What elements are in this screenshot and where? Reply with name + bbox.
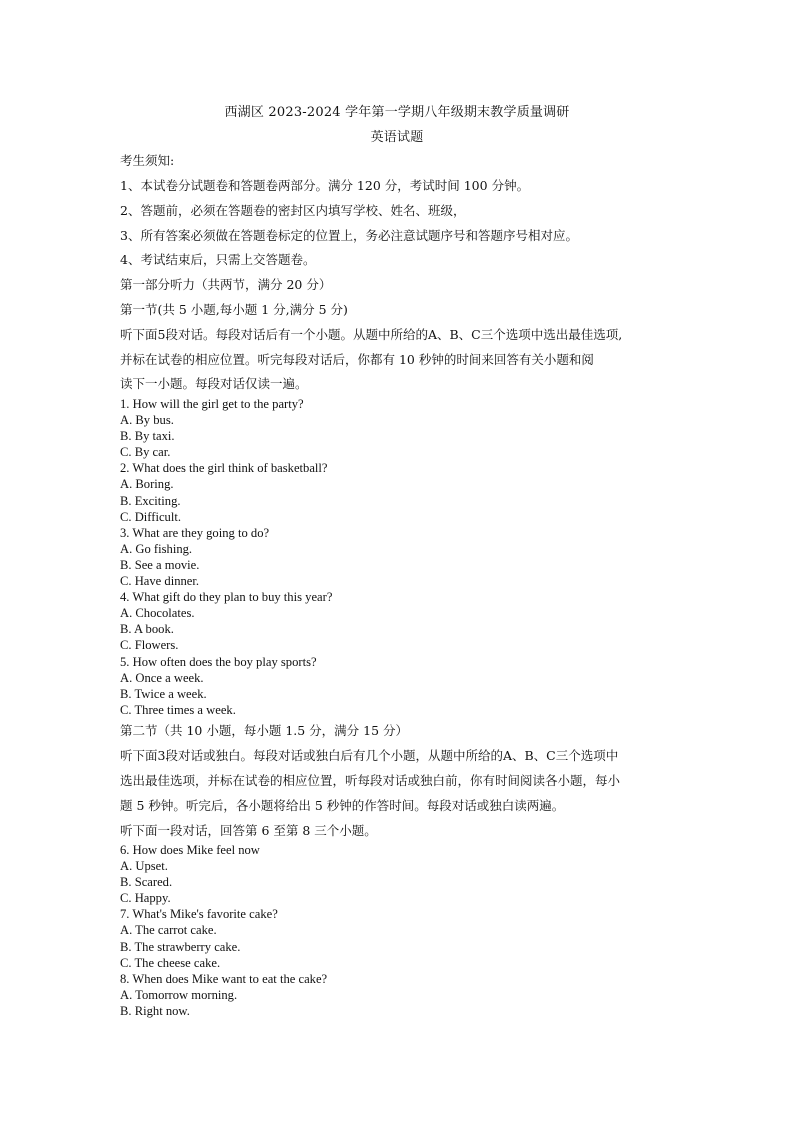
section2-instruction: 听下面3段对话或独白。每段对话或独白后有几个小题，从题中所给的A、B、C三个选项中	[120, 748, 619, 763]
section1-instruction: 读下一小题。每段对话仅读一遍。	[120, 376, 308, 391]
section2-instruction: 题 5 秒钟。听完后，各小题将给出 5 秒钟的作答时间。每段对话或独白读两遍。	[120, 798, 565, 813]
notice-item: 3、所有答案必须做在答题卷标定的位置上，务必注意试题序号和答题序号相对应。	[120, 228, 578, 243]
answer-option: A. The carrot cake.	[120, 923, 217, 938]
answer-option: B. Right now.	[120, 1003, 190, 1018]
section2-heading: 第二节（共 10 小题，每小题 1.5 分，满分 15 分）	[120, 723, 409, 738]
question-stem: 3. What are they going to do?	[120, 525, 270, 540]
answer-option: B. A book.	[120, 622, 174, 637]
answer-option: A. Upset.	[120, 859, 168, 874]
part1-heading: 第一部分听力（共两节，满分 20 分）	[120, 277, 332, 292]
section1-questions	[120, 396, 680, 718]
answer-option: A. Go fishing.	[120, 541, 193, 556]
answer-option: B. See a movie.	[120, 557, 200, 572]
notice-item: 1、本试卷分试题卷和答题卷两部分。满分 120 分，考试时间 100 分钟。	[120, 178, 530, 193]
question-stem: 7. What's Mike's favorite cake?	[120, 907, 278, 922]
answer-option: A. Once a week.	[120, 670, 204, 685]
question-stem: 2. What does the girl think of basketball?	[120, 461, 328, 476]
question-stem: 4. What gift do they plan to buy this year?	[120, 590, 333, 605]
notice-heading: 考生须知:	[120, 153, 175, 168]
answer-option: C. By car.	[120, 445, 171, 460]
answer-option: A. Tomorrow morning.	[120, 987, 238, 1002]
answer-option: A. By bus.	[120, 413, 174, 428]
section1-instruction: 听下面5段对话。每段对话后有一个小题。从题中所给的A、B、C三个选项中选出最佳选项,	[120, 327, 623, 342]
question-stem: 6. How does Mike feel now	[120, 843, 260, 857]
answer-option: C. Have dinner.	[120, 574, 200, 589]
answer-option: B. The strawberry cake.	[120, 939, 241, 954]
answer-option: B. By taxi.	[120, 429, 175, 444]
section2-instruction: 选出最佳选项，并标在试卷的相应位置，听每段对话或独白前，你有时间阅读各小题，每小	[120, 773, 621, 788]
answer-option: C. Happy.	[120, 891, 171, 906]
answer-option: B. Scared.	[120, 875, 173, 890]
question-stem: 8. When does Mike want to eat the cake?	[120, 971, 328, 986]
question-stem: 1. How will the girl get to the party?	[120, 397, 304, 411]
section1-heading: 第一节(共 5 小题,每小题 1 分,满分 5 分)	[120, 302, 348, 317]
answer-option: C. Flowers.	[120, 638, 179, 653]
section2-instruction: 听下面一段对话，回答第 6 至第 8 三个小题。	[120, 823, 377, 838]
answer-option: A. Chocolates.	[120, 606, 195, 621]
exam-title: 西湖区 2023-2024 学年第一学期八年级期末教学质量调研	[224, 105, 570, 120]
notice-item: 2、答题前，必须在答题卷的密封区内填写学校、姓名、班级，	[120, 203, 466, 218]
section2-questions	[120, 842, 680, 1019]
section1-instruction: 并标在试卷的相应位置。听完每段对话后，你都有 10 秒钟的时间来回答有关小题和阅	[120, 352, 594, 367]
answer-option: C. Three times a week.	[120, 702, 236, 717]
answer-option: A. Boring.	[120, 477, 174, 492]
answer-option: B. Exciting.	[120, 493, 181, 508]
answer-option: C. Difficult.	[120, 509, 181, 524]
notice-item: 4、考试结束后，只需上交答题卷。	[120, 252, 316, 267]
exam-subtitle: 英语试题	[370, 130, 424, 145]
answer-option: C. The cheese cake.	[120, 955, 221, 970]
answer-option: B. Twice a week.	[120, 686, 207, 701]
question-stem: 5. How often does the boy play sports?	[120, 654, 317, 669]
